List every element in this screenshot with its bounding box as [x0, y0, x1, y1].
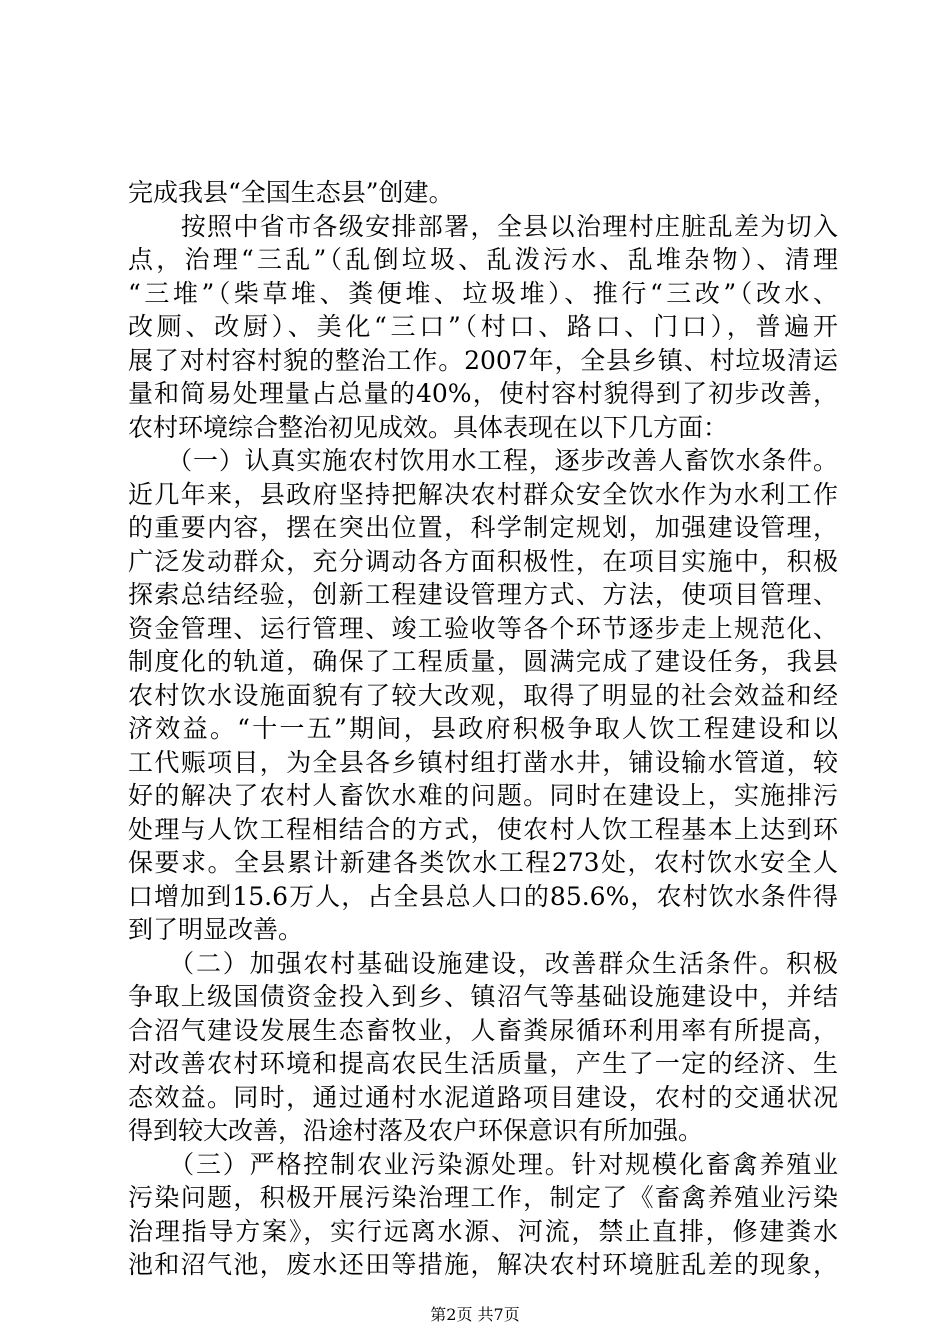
- text-line: （一）认真实施农村饮用水工程，逐步改善人畜饮水条件。: [128, 446, 838, 475]
- text-line: （三）严格控制农业污染源处理。针对规模化畜禽养殖业: [128, 1149, 838, 1179]
- text-line: 得到较大改善，沿途村落及农户环保意识有所加强。: [128, 1116, 704, 1145]
- text-line: 近几年来，县政府坚持把解决农村群众安全饮水作为水利工作: [128, 479, 838, 509]
- text-line: 农村饮水设施面貌有了较大改观，取得了明显的社会效益和经: [128, 680, 838, 710]
- text-line: 合沼气建设发展生态畜牧业，人畜粪尿循环利用率有所提高，: [128, 1015, 838, 1045]
- text-line: 资金管理、运行管理、竣工验收等各个环节逐步走上规范化、: [128, 613, 838, 643]
- text-line: （二）加强农村基础设施建设，改善群众生活条件。积极: [128, 948, 838, 978]
- text-line: 好的解决了农村人畜饮水难的问题。同时在建设上，实施排污: [128, 781, 838, 810]
- page-footer: 第2页 共7页: [430, 1305, 520, 1324]
- text-line: 的重要内容，摆在突出位置，科学制定规划，加强建设管理，: [128, 513, 838, 542]
- text-line: “三堆”（柴草堆、粪便堆、垃圾堆）、推行“三改”（改水、: [128, 278, 838, 308]
- text-line: 到了明显改善。: [128, 915, 304, 944]
- document-body: [128, 176, 838, 1282]
- text-line: 处理与人饮工程相结合的方式，使农村人饮工程基本上达到环: [128, 814, 838, 844]
- text-line: 争取上级国债资金投入到乡、镇沼气等基础设施建设中，并结: [128, 982, 838, 1011]
- text-line: 态效益。同时，通过通村水泥道路项目建设，农村的交通状况: [128, 1082, 838, 1112]
- text-line: 探索总结经验，创新工程建设管理方式、方法，使项目管理、: [128, 580, 838, 609]
- text-line: 按照中省市各级安排部署，全县以治理村庄脏乱差为切入: [128, 211, 838, 241]
- text-line: 治理指导方案》，实行远离水源、河流，禁止直排，修建粪水: [128, 1216, 838, 1246]
- text-line: 污染问题，积极开展污染治理工作，制定了《畜禽养殖业污染: [128, 1183, 838, 1212]
- text-line: 济效益。“十一五”期间，县政府积极争取人饮工程建设和以: [128, 714, 838, 743]
- text-line: 口增加到15.6万人，占全县总人口的85.6%，农村饮水条件得: [128, 881, 838, 911]
- text-line: 展了对村容村貌的整治工作。2007年，全县乡镇、村垃圾清运: [128, 345, 838, 375]
- text-line: 保要求。全县累计新建各类饮水工程273处，农村饮水安全人: [128, 848, 838, 877]
- text-line: 农村环境综合整治初见成效。具体表现在以下几方面：: [128, 412, 729, 442]
- text-line: 广泛发动群众，充分调动各方面积极性，在项目实施中，积极: [128, 546, 838, 576]
- text-line: 工代赈项目，为全县各乡镇村组打凿水井，铺设输水管道，较: [128, 747, 838, 777]
- text-line: 对改善农村环境和提高农民生活质量，产生了一定的经济、生: [128, 1049, 838, 1078]
- text-line: 改厕、改厨）、美化“三口”（村口、路口、门口），普遍开: [128, 312, 838, 341]
- text-line: 点，治理“三乱”（乱倒垃圾、乱泼污水、乱堆杂物）、清理: [128, 245, 838, 274]
- text-line: 池和沼气池，废水还田等措施，解决农村环境脏乱差的现象，: [128, 1250, 838, 1279]
- text-line: 量和简易处理量占总量的40%，使村容村貌得到了初步改善，: [128, 379, 838, 408]
- text-line: 完成我县“全国生态县”创建。: [128, 178, 454, 207]
- text-line: 制度化的轨道，确保了工程质量，圆满完成了建设任务，我县: [128, 647, 838, 676]
